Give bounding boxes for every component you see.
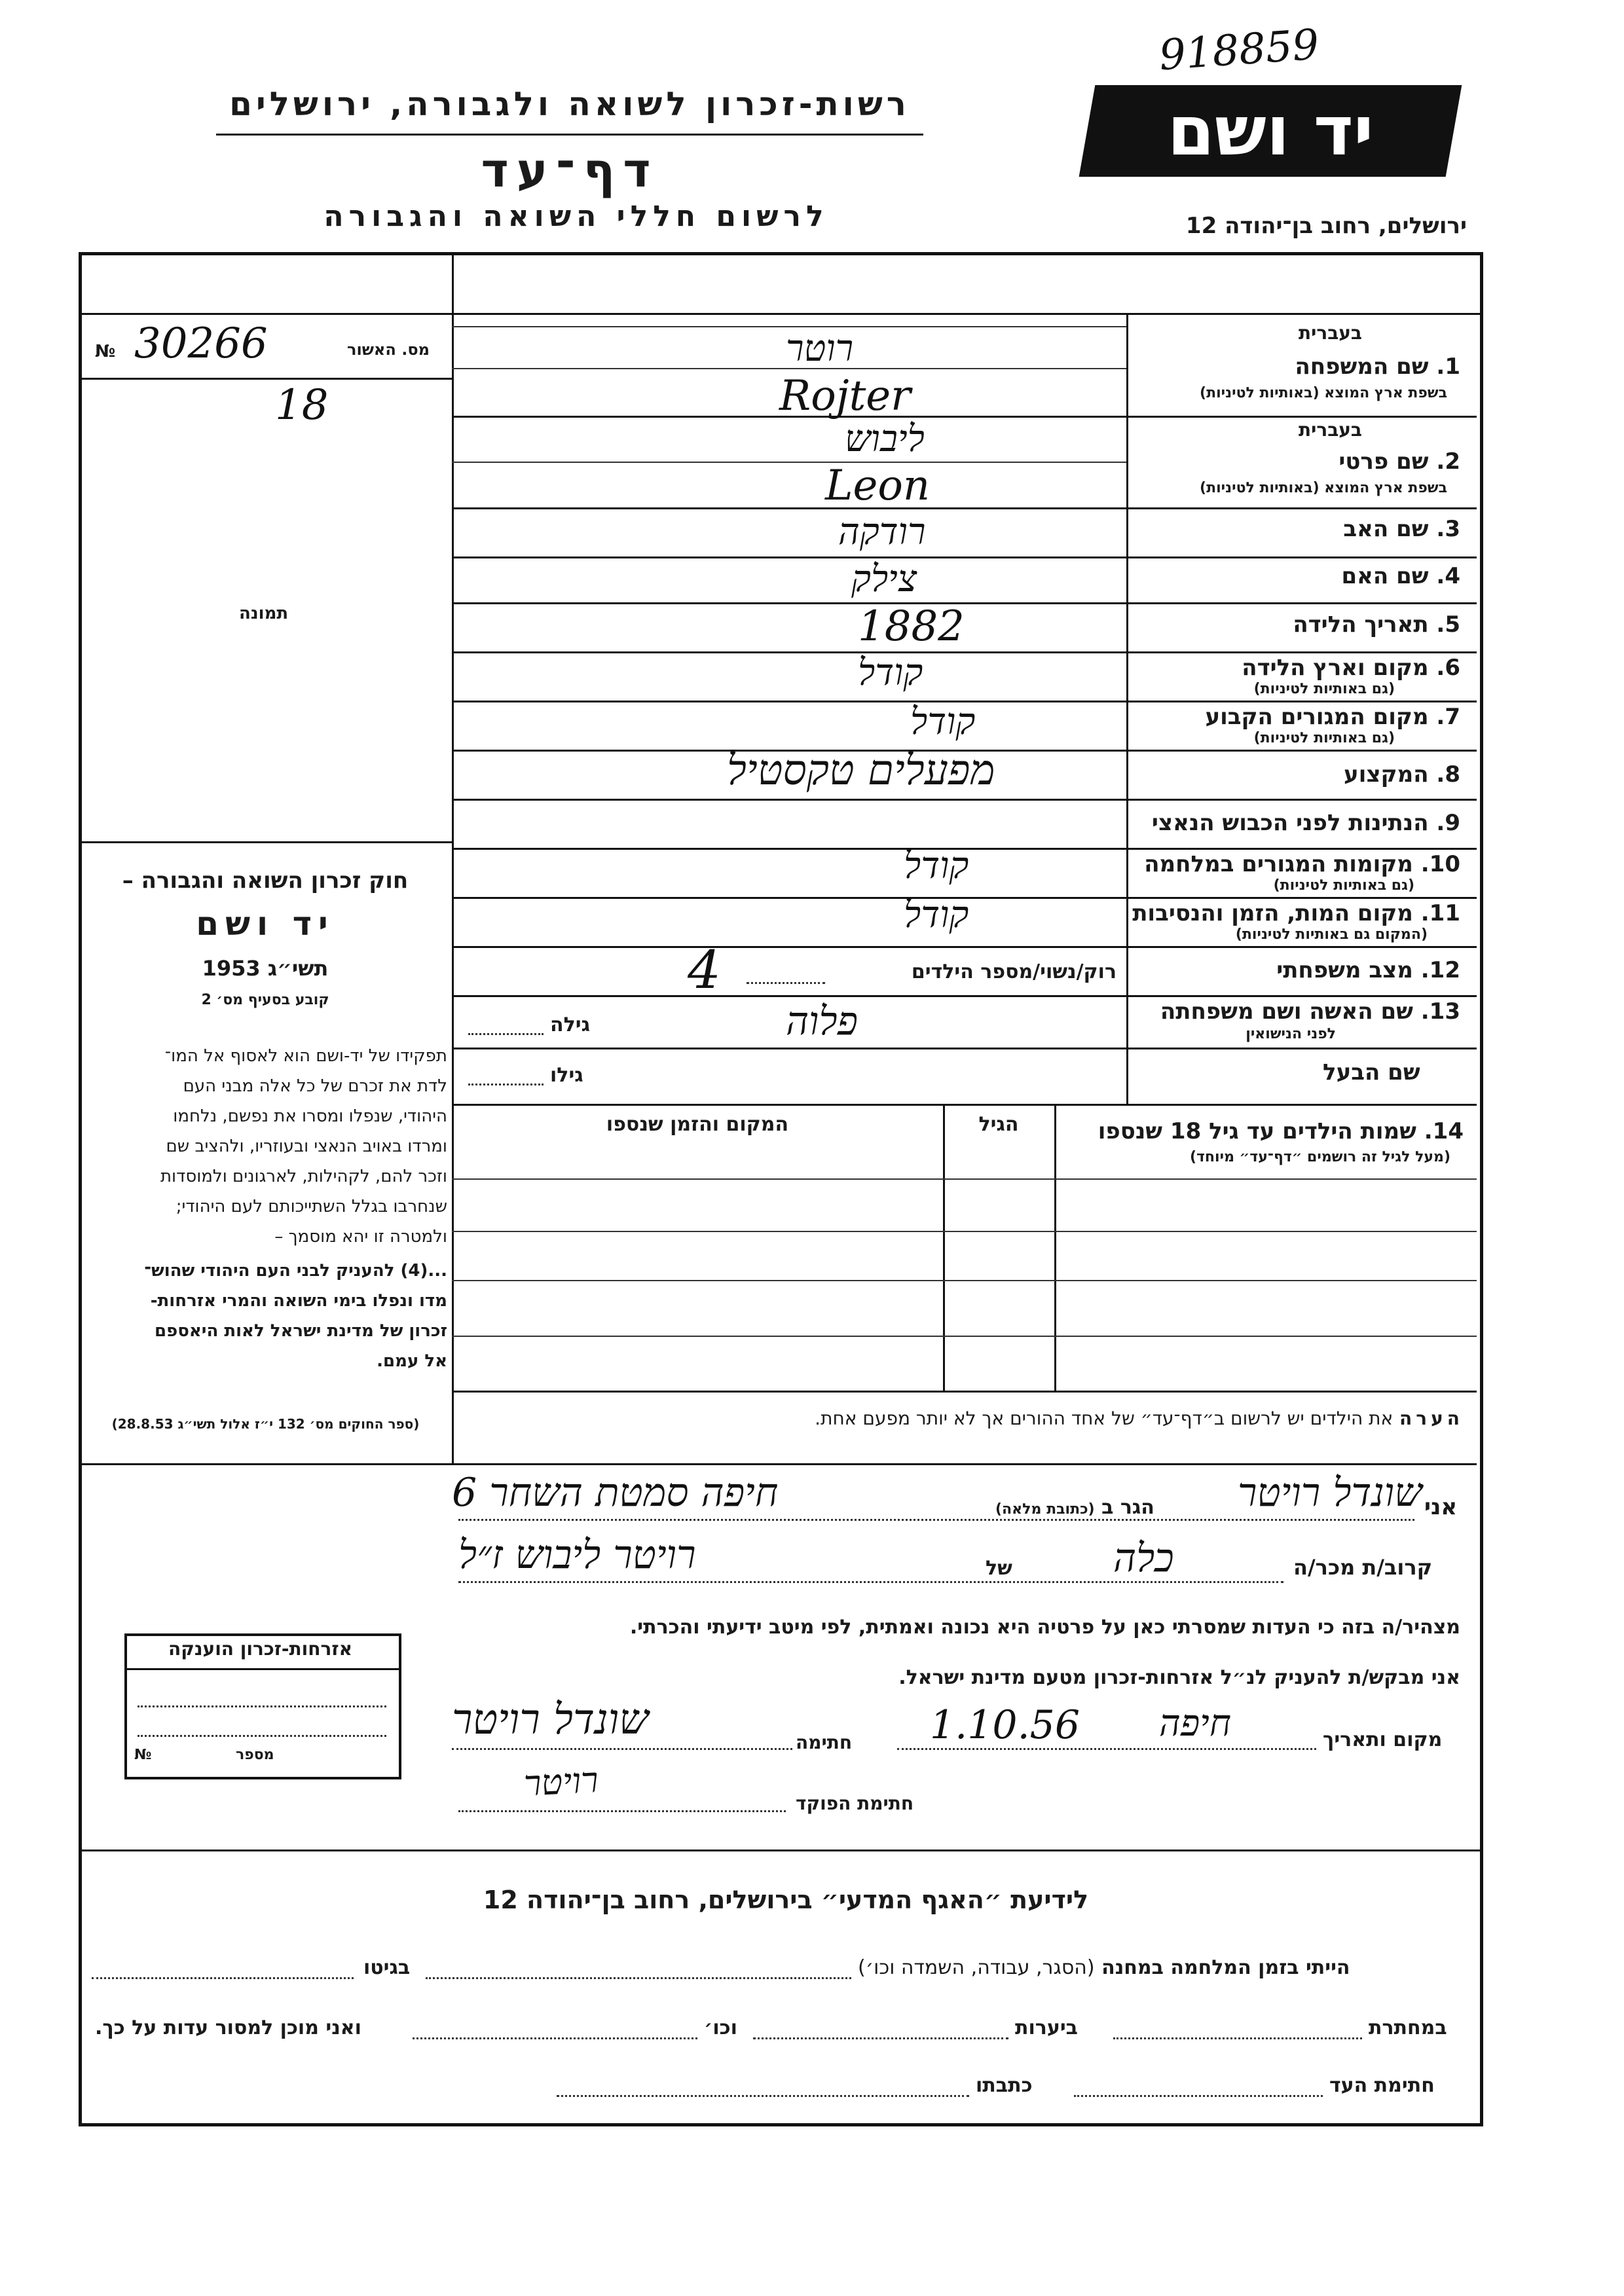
officer-signature-line xyxy=(458,1810,786,1812)
place-date-label: מקום ותאריך xyxy=(1323,1728,1443,1751)
children-top-line xyxy=(452,1104,1477,1106)
wife-name[interactable]: פלוה xyxy=(786,998,858,1044)
field-8-name: המקצוע xyxy=(1344,761,1429,788)
footer-line3-address xyxy=(557,2095,969,2097)
note-text: את הילדים יש לרשום ב״דף־עד״ של אחד ההורים אך לא יותר מפעם אחת. xyxy=(815,1408,1393,1429)
footer-witness-signature: חתימת העד xyxy=(1329,2074,1435,2097)
footer-line1-start xyxy=(858,1956,1350,1979)
field-9-label xyxy=(1139,810,1460,836)
field-1-lang: בעברית xyxy=(1298,322,1362,344)
footer-line2-etc xyxy=(413,2037,697,2039)
field-1-sub: בשפת ארץ המוצא (באותיות לטיניות) xyxy=(1200,385,1447,401)
approval-line xyxy=(79,378,453,380)
children-count-line xyxy=(747,982,825,984)
citizenship-line-1 xyxy=(138,1705,386,1707)
law-line: אל עמם. xyxy=(377,1351,447,1371)
date-value[interactable]: 1.10.56 xyxy=(930,1702,1080,1748)
children-row-line xyxy=(452,1231,1477,1232)
children-row-line xyxy=(452,1280,1477,1281)
footer-witness-address: כתבתו xyxy=(976,2074,1033,2097)
relation-label: קרוב/ת מכר/ה xyxy=(1293,1555,1433,1580)
law-line: ...(4) להעניק לבני העם היהודי שהוש־ xyxy=(144,1261,447,1281)
row-line xyxy=(452,946,1477,948)
footer-etc: וכו׳ xyxy=(704,2016,737,2039)
field-2-label xyxy=(1139,448,1460,475)
resident-sub: (כתובת מלאה) xyxy=(995,1501,1095,1518)
field-1-value-he[interactable]: רוטר xyxy=(786,327,854,370)
footer-title: לידיעת ״האגף המדעי״ בירושלים, רחוב בן־יהודה 12 xyxy=(483,1886,1089,1914)
row-line xyxy=(452,995,1477,997)
approval-no-symbol: № xyxy=(95,342,116,361)
note-label: הערה xyxy=(1399,1408,1464,1429)
children-col-place: המקום והזמן שנספו xyxy=(606,1113,789,1136)
field-5-label xyxy=(1139,611,1460,638)
resident-text: הגר ב xyxy=(1101,1496,1154,1519)
children-note xyxy=(458,1408,1464,1429)
law-title: חוק זכרון השואה והגבורה – xyxy=(122,867,409,894)
field-8-number: 8. xyxy=(1436,761,1460,788)
field-5-value[interactable]: 1882 xyxy=(858,602,965,651)
signature-label: חתימה xyxy=(796,1732,853,1753)
field-11-sub: (המקום גם באותיות לטיניות) xyxy=(1235,926,1428,943)
form-subtitle: לרשום חללי השואה והגבורה xyxy=(323,200,829,233)
photo-bottom-line xyxy=(79,841,453,843)
row-line xyxy=(452,799,1477,801)
field-1-number: 1. xyxy=(1436,354,1460,380)
field-10-number: 10. xyxy=(1420,851,1460,877)
field-3-label xyxy=(1139,516,1460,542)
field-6-name: מקום וארץ הלידה xyxy=(1242,655,1429,681)
children-row-line xyxy=(452,1178,1477,1180)
declarant-signature[interactable]: שונדל רויטר xyxy=(452,1696,649,1744)
field-1-label xyxy=(1139,354,1460,380)
place-value[interactable]: חיפה xyxy=(1159,1702,1231,1745)
field-10-value[interactable]: קודל xyxy=(904,845,969,887)
footer-forests: ביערות xyxy=(1015,2016,1078,2039)
field-4-name: שם האם xyxy=(1341,563,1429,589)
wife-age-label: גילה xyxy=(550,1013,590,1036)
footer-line1-camp xyxy=(426,1977,851,1979)
declaration-request: אני מבקש/ת להעניק לנ״ל אזרחות-זכרון מטעם מדינת ישראל. xyxy=(898,1666,1460,1689)
top-inner-line xyxy=(79,313,1480,315)
citizenship-number-label: מספר xyxy=(236,1747,274,1763)
children-sub: (מעל לגיל זה רושמים ״דף־עד״ מיוחד) xyxy=(1189,1149,1450,1165)
field-4-value[interactable]: צילק xyxy=(851,558,917,600)
row-line xyxy=(452,416,1477,418)
field-2-sub: בשפת ארץ המוצא (באותיות לטיניות) xyxy=(1200,480,1447,496)
law-text-2 xyxy=(84,1256,447,1376)
yad-vashem-logo xyxy=(1079,85,1462,177)
field-6-number: 6. xyxy=(1436,655,1460,681)
field-13-sub: לפני הנישואין xyxy=(1246,1026,1336,1042)
field-6-value[interactable]: קודל xyxy=(858,651,923,694)
children-col-divider-2 xyxy=(943,1104,945,1391)
law-line: לדת את זכרם של כל אלה מבני העם xyxy=(183,1076,447,1096)
wife-age-line xyxy=(468,1033,544,1035)
row-line xyxy=(452,1048,1477,1049)
footer-line2-end: ואני מוכן למסור עדות על כך. xyxy=(95,2016,361,2039)
approval-number: 30266 xyxy=(134,319,268,368)
law-line: תפקידו של יד-ושם הוא לאסוף אל המו־ xyxy=(164,1046,447,1066)
footer-line3-signature xyxy=(1074,2095,1323,2097)
field-12-number: 12. xyxy=(1420,957,1460,983)
officer-signature[interactable]: רויטר xyxy=(523,1759,600,1804)
declarant-address[interactable]: חיפה סמטת השחר 6 xyxy=(452,1470,779,1516)
signature-line xyxy=(452,1748,792,1750)
footer-ghetto: בגיטו xyxy=(363,1956,411,1979)
field-7-label xyxy=(1139,704,1460,730)
declaration-i-label: אני xyxy=(1424,1494,1458,1520)
approval-extra: 18 xyxy=(275,381,329,429)
citizenship-line-2 xyxy=(138,1735,386,1737)
address: ירושלים, רחוב בן־יהודה 12 xyxy=(1185,213,1467,239)
law-text xyxy=(84,1041,447,1252)
field-10-name: מקומות המגורים במלחמה xyxy=(1144,851,1413,877)
approval-label: מס. האשור xyxy=(347,340,430,359)
law-name: יד ושם xyxy=(196,905,335,943)
footer-underground: במחתרת xyxy=(1369,2016,1447,2039)
field-13-label xyxy=(1139,998,1460,1025)
resident-label xyxy=(995,1496,1154,1519)
husband-label: שם הבעל xyxy=(1323,1059,1420,1085)
field-6-label xyxy=(1139,655,1460,681)
field-6-sub: (גם באותיות לטיניות) xyxy=(1253,681,1395,697)
row-line xyxy=(452,651,1477,653)
footer-line2-underground xyxy=(1113,2037,1362,2039)
law-reference: (ספר החוקים מס׳ 132 י״ז אלול תשי״ג 28.8.53) xyxy=(111,1416,420,1432)
citizenship-title-line xyxy=(124,1668,399,1670)
field-12-label xyxy=(1139,957,1460,983)
field-3-value[interactable]: רודקה xyxy=(838,511,926,553)
field-11-name: מקום המות, הזמן והנסיבות xyxy=(1132,900,1413,926)
field-9-name: הנתינות לפני הכבוש הנאצי xyxy=(1151,810,1429,836)
row-line xyxy=(452,507,1477,509)
field-2-lang: בעברית xyxy=(1298,419,1362,441)
row-line xyxy=(452,462,1126,463)
law-line: ומרדו באויב הנאצי ובעוזריו, ולהציב שם xyxy=(166,1137,447,1156)
field-7-number: 7. xyxy=(1436,704,1460,730)
line1-sub: (הסגר, עבודה, השמדה וכו׳) xyxy=(858,1956,1095,1979)
field-12-name: מצב משפחתי xyxy=(1276,957,1413,983)
law-line: מדו ונפלו בימי השואה והמרי אזרחות- xyxy=(150,1291,447,1311)
footer-line1-ghetto xyxy=(92,1977,354,1979)
field-3-number: 3. xyxy=(1436,516,1460,542)
of-value[interactable]: רויטר ליבוש ז״ל xyxy=(458,1532,696,1578)
field-13-name: שם האשה ושם משפחתה xyxy=(1160,998,1413,1025)
authority-underline xyxy=(216,134,923,136)
field-11-value[interactable]: קודל xyxy=(904,894,969,936)
field-2-name: שם פרטי xyxy=(1338,448,1429,475)
husband-age-line xyxy=(468,1084,544,1085)
field-8-label xyxy=(1139,761,1460,788)
field-10-label xyxy=(1139,851,1460,877)
field-13-number: 13. xyxy=(1420,998,1460,1025)
citizenship-title: אזרחות-זכרון הוענקה xyxy=(168,1638,352,1660)
field-2-number: 2. xyxy=(1436,448,1460,475)
field-9-number: 9. xyxy=(1436,810,1460,836)
children-col-age: הגיל xyxy=(978,1113,1019,1136)
field-5-name: תאריך הלידה xyxy=(1293,611,1429,638)
field-2-value-latin[interactable]: Leon xyxy=(825,462,931,510)
field-4-number: 4. xyxy=(1436,563,1460,589)
line1-start: הייתי בזמן המלחמה במחנה xyxy=(1101,1956,1350,1979)
declarant-name[interactable]: שונדל רויטר xyxy=(1238,1470,1422,1516)
left-column-divider xyxy=(452,252,454,1463)
children-row-line xyxy=(452,1336,1477,1337)
husband-age-label: גילו xyxy=(550,1064,583,1087)
field-10-sub: (גם באותיות לטיניות) xyxy=(1273,877,1414,894)
footer-line2-forests xyxy=(753,2037,1008,2039)
left-bottom-line xyxy=(79,1463,453,1465)
label-column-divider xyxy=(1126,313,1128,1104)
declaration-line-1 xyxy=(458,1519,1414,1521)
declaration-statement: מצהיר/ה בזה כי העדות שמסרתי כאן על פרטיה היא נכונה ואמתית, לפי מיטב ידיעתי והכרתי. xyxy=(629,1616,1460,1639)
children-number: 14. xyxy=(1424,1118,1464,1144)
law-line: ולמטרה זו יהא מוסמך – xyxy=(274,1227,447,1247)
law-section: קובע בסעיף מס׳ 2 xyxy=(201,992,329,1008)
children-count[interactable]: 4 xyxy=(688,939,721,1000)
field-1-name: שם המשפחה xyxy=(1295,354,1429,380)
field-8-value[interactable]: מפעלים טקסטיל xyxy=(727,746,995,795)
note-bottom-line xyxy=(452,1463,1477,1465)
of-label: של xyxy=(986,1557,1012,1580)
children-label xyxy=(1064,1118,1464,1144)
field-3-name: שם האב xyxy=(1343,516,1429,542)
archive-number: 918859 xyxy=(1157,20,1321,81)
footer-top-line xyxy=(79,1850,1480,1851)
law-line: היהודי, שנפלו ומסרו את נפשם, נלחמו xyxy=(173,1106,447,1126)
officer-signature-label: חתימת הפוקד xyxy=(796,1793,914,1814)
field-5-number: 5. xyxy=(1436,611,1460,638)
photo-label: תמונה xyxy=(239,604,289,623)
field-11-label xyxy=(1132,900,1460,926)
field-11-number: 11. xyxy=(1420,900,1460,926)
children-col-divider-1 xyxy=(1054,1104,1056,1391)
children-name: שמות הילדים עד גיל 18 שנספו xyxy=(1098,1118,1416,1144)
law-line: שנחרבו בגלל השתייכותם לעם היהודי; xyxy=(175,1197,447,1216)
authority-name: רשות-זכרון לשואה ולגבורה, ירושלים xyxy=(229,85,910,123)
citizenship-number-symbol: № xyxy=(134,1747,152,1763)
logo-text: יד ושם xyxy=(1167,91,1374,171)
field-4-label xyxy=(1139,563,1460,589)
row-line xyxy=(452,556,1477,558)
place-date-line xyxy=(897,1748,1316,1750)
declaration-line-2 xyxy=(458,1581,1283,1583)
law-line: וזכר להם, לקהילות, לארגונים ולמוסדות xyxy=(160,1167,447,1186)
field-7-sub: (גם באותיות לטיניות) xyxy=(1253,730,1395,746)
field-12-options: רוק/נשוי/מספר הילדים xyxy=(911,960,1116,983)
law-year: תשי״ג 1953 xyxy=(202,956,329,981)
field-1-value-latin[interactable]: Rojter xyxy=(779,372,911,420)
law-line: זכרון של מדינת ישראל לאות היאספם xyxy=(155,1321,447,1341)
field-7-value[interactable]: קודל xyxy=(910,701,976,743)
field-7-name: מקום המגורים הקבוע xyxy=(1205,704,1429,730)
field-2-value-he[interactable]: ליבוש xyxy=(845,418,925,460)
relation-value[interactable]: כלה xyxy=(1113,1535,1174,1581)
note-top-line xyxy=(452,1391,1477,1393)
form-title: דף־עד xyxy=(481,143,659,198)
